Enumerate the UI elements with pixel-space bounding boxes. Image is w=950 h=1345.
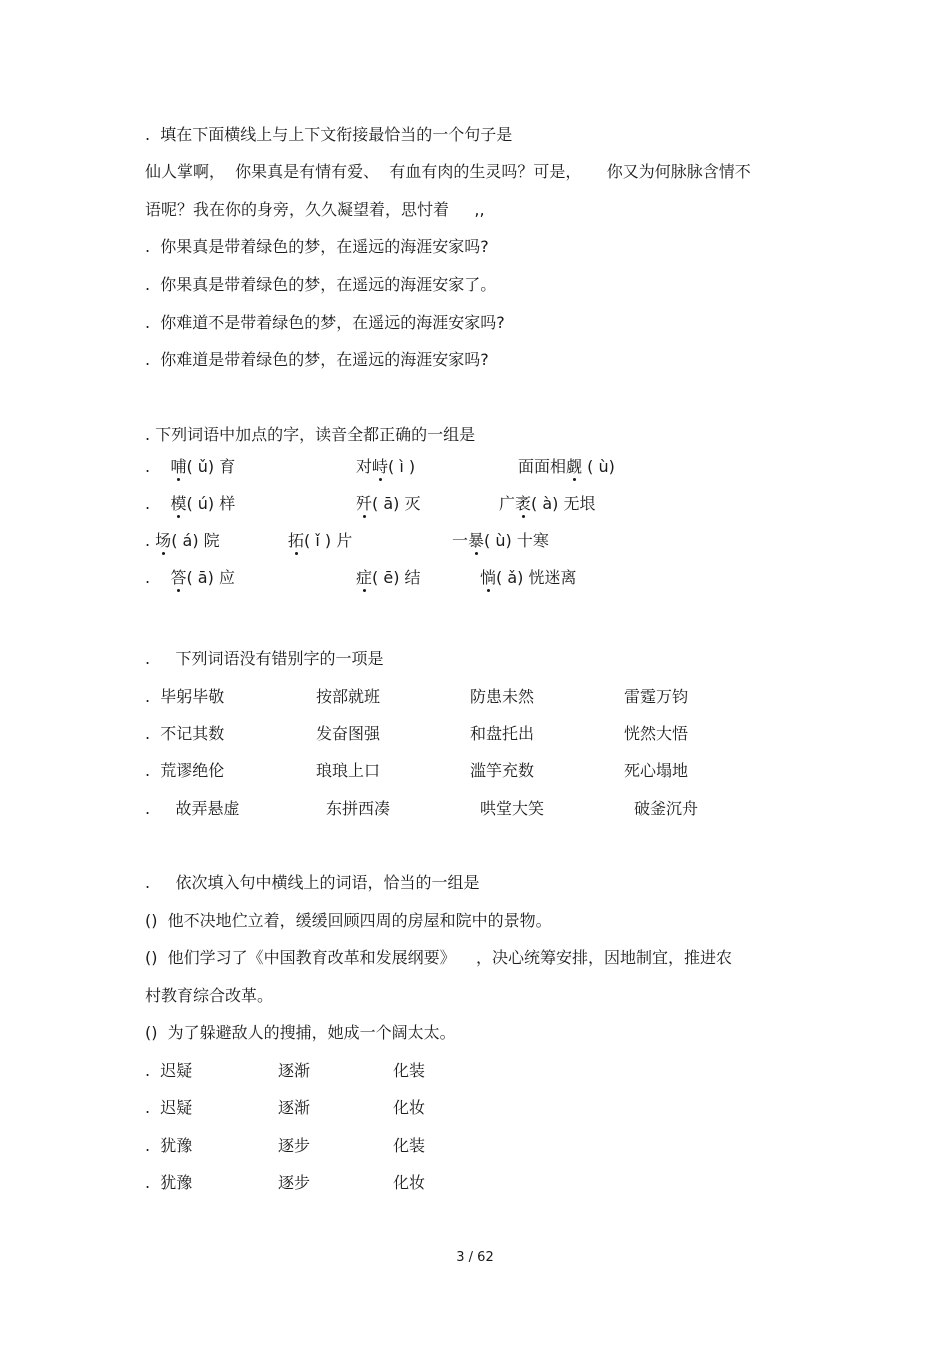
- q1-stem: . 填在下面横线上与上下文衔接最恰当的一个句子是: [145, 125, 513, 144]
- q3-row-a-col4: 雷霆万钧: [624, 687, 689, 706]
- q4-row-c-col3: 化装: [393, 1136, 426, 1155]
- q2-item: 歼( ā) 灭: [356, 494, 421, 513]
- q4-stem: . 依次填入句中横线上的词语，恰当的一组是: [145, 873, 480, 892]
- q4-row-c-col1: . 犹豫: [145, 1136, 193, 1155]
- q2-item: 面面相觑 ( ù): [518, 457, 615, 476]
- q4-row-b-col1: . 迟疑: [145, 1098, 193, 1117]
- q4-row-b-col3: 化妆: [393, 1098, 426, 1117]
- q4-sentence-1: () 他不决地伫立着，缓缓回顾四周的房屋和院中的景物。: [145, 911, 552, 930]
- q2-stem: . 下列词语中加点的字，读音全都正确的一组是: [145, 425, 476, 444]
- q3-row-b-col2: 发奋图强: [316, 724, 381, 743]
- q3-row-c-col1: . 荒谬绝伦: [145, 761, 225, 780]
- q3-row-b-col1: . 不记其数: [145, 724, 225, 743]
- q2-item: . 哺( ǔ) 育: [145, 457, 236, 476]
- q4-sentence-2-line1: () 他们学习了《中国教育改革和发展纲要》 ，决心统筹安排，因地制宜，推进农: [145, 948, 733, 967]
- q3-row-a-col2: 按部就班: [316, 687, 381, 706]
- q4-row-a-col3: 化装: [393, 1061, 426, 1080]
- q4-row-b-col2: 逐渐: [278, 1098, 311, 1117]
- q2-item: 对峙( ì ): [356, 457, 416, 476]
- q4-sentence-3: () 为了躲避敌人的搜捕，她成一个阔太太。: [145, 1023, 456, 1042]
- q4-row-a-col1: . 迟疑: [145, 1061, 193, 1080]
- q3-row-b-col4: 恍然大悟: [624, 724, 689, 743]
- q4-row-d-col1: . 犹豫: [145, 1173, 193, 1192]
- q4-row-c-col2: 逐步: [278, 1136, 311, 1155]
- q2-item: 惝( ǎ) 恍迷离: [480, 568, 577, 587]
- q1-passage-line1: 仙人掌啊， 你果真是有情有爱、 有血有肉的生灵吗？可是， 你又为何脉脉含情不: [145, 162, 751, 181]
- q4-row-d-col3: 化妆: [393, 1173, 426, 1192]
- q2-item: . 模( ú) 样: [145, 494, 236, 513]
- q2-item: 拓( ǐ ) 片: [288, 531, 353, 550]
- q2-item: 一暴( ù) 十寒: [452, 531, 549, 550]
- q3-row-c-col2: 琅琅上口: [316, 761, 381, 780]
- q4-row-a-col2: 逐渐: [278, 1061, 311, 1080]
- q1-option-c: . 你难道不是带着绿色的梦，在遥远的海涯安家吗?: [145, 313, 505, 332]
- q3-row-d-col4: 破釜沉舟: [634, 799, 699, 818]
- q2-item: 症( ē) 结: [356, 568, 421, 587]
- q3-row-a-col1: . 毕躬毕敬: [145, 687, 225, 706]
- q3-row-a-col3: 防患未然: [470, 687, 535, 706]
- q3-stem: . 下列词语没有错别字的一项是: [145, 649, 384, 668]
- q2-item: . 场( á) 院: [145, 531, 220, 550]
- q1-option-d: . 你难道是带着绿色的梦，在遥远的海涯安家吗?: [145, 350, 489, 369]
- q2-item: . 答( ā) 应: [145, 568, 235, 587]
- q3-row-d-col3: 哄堂大笑: [480, 799, 545, 818]
- q3-row-d-col2: 东拼西凑: [326, 799, 391, 818]
- q1-option-a: . 你果真是带着绿色的梦，在遥远的海涯安家吗?: [145, 237, 489, 256]
- q3-row-b-col3: 和盘托出: [470, 724, 535, 743]
- q3-row-c-col4: 死心塌地: [624, 761, 689, 780]
- q1-passage-line2: 语呢？我在你的身旁，久久凝望着，思忖着 ,,: [145, 200, 485, 219]
- q2-item: 广袤( à) 无垠: [499, 494, 596, 513]
- q1-option-b: . 你果真是带着绿色的梦，在遥远的海涯安家了。: [145, 275, 497, 294]
- q4-row-d-col2: 逐步: [278, 1173, 311, 1192]
- q3-row-c-col3: 滥竽充数: [470, 761, 535, 780]
- q4-sentence-2-line2: 村教育综合改革。: [145, 986, 274, 1005]
- q3-row-d-col1: . 故弄悬虚: [145, 799, 240, 818]
- page-number: 3 / 62: [456, 1250, 494, 1265]
